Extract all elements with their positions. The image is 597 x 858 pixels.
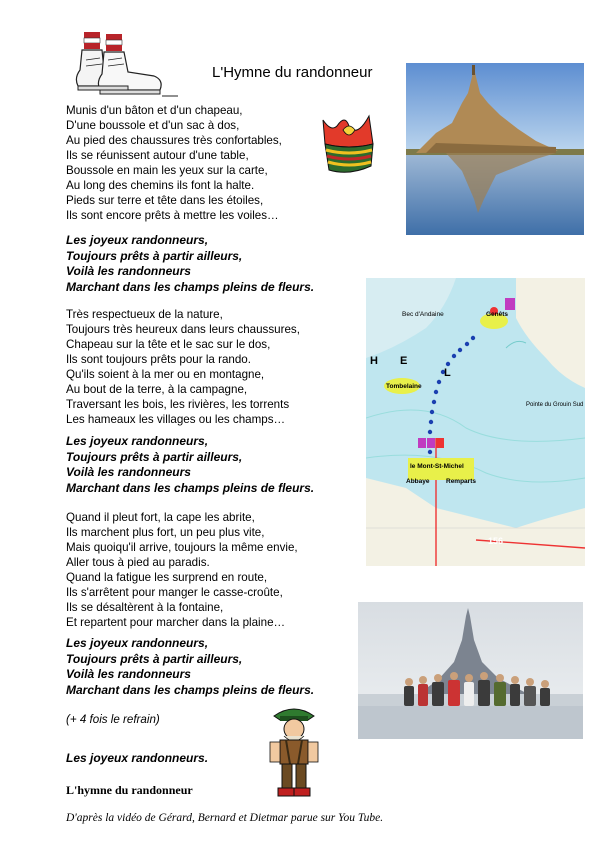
verse-line: Au pied des chaussures très confortables, — [66, 134, 282, 147]
map-label: Genêts — [486, 311, 509, 318]
verse-line: Munis d'un bâton et d'un chapeau, — [66, 104, 243, 117]
mont-saint-michel-photo — [406, 63, 584, 235]
refrain-3 — [66, 636, 314, 698]
verse-line: Ils sont toujours prêts pour la rando. — [66, 353, 251, 366]
refrain-1 — [66, 233, 314, 295]
refrain-line: Les joyeux randonneurs, — [66, 636, 209, 650]
map-road-number: 156 — [488, 536, 504, 546]
verse-line: Ils sont encore prêts à mettre les voiles… — [66, 209, 279, 222]
refrain-2 — [66, 434, 314, 496]
subtitle: L'hymne du randonneur — [66, 783, 193, 797]
stanza-3 — [66, 510, 298, 630]
verse-line: Boussole en main les yeux sur la carte, — [66, 164, 268, 177]
verse-line: Quand il pleut fort, la cape les abrite, — [66, 511, 255, 524]
map-label: Abbaye — [406, 478, 430, 485]
refrain-line: Voilà les randonneurs — [66, 667, 191, 681]
verse-line: Chapeau sur la tête et le sac sur le dos, — [66, 338, 271, 351]
map-letter: H — [370, 355, 378, 367]
refrain-note: (+ 4 fois le refrain) — [66, 713, 160, 726]
refrain-line: Les joyeux randonneurs, — [66, 233, 209, 247]
refrain-line: Voilà les randonneurs — [66, 264, 191, 278]
page-title: L'Hymne du randonneur — [212, 64, 373, 81]
verse-line: Ils se désaltèrent à la fontaine, — [66, 601, 224, 614]
credit-line: D'après la vidéo de Gérard, Bernard et Dietmar parue sur You Tube. — [66, 812, 384, 824]
map-letter: L — [444, 367, 451, 379]
refrain-line: Marchant dans les champs pleins de fleurs. — [66, 682, 315, 697]
map-letter: E — [400, 355, 408, 367]
verse-line: Toujours très heureux dans leurs chaussures, — [66, 323, 300, 336]
verse-line: Au long des chemins ils font la halte. — [66, 179, 255, 192]
verse-line: Et repartent pour marcher dans la plaine… — [66, 616, 286, 629]
refrain-line: Voilà les randonneurs — [66, 465, 191, 479]
map-label: Pointe du Grouin Sud — [526, 402, 584, 408]
map-label: le Mont-St-Michel — [410, 463, 464, 470]
verse-line: Ils s'arrêtent pour manger le casse-croûte, — [66, 586, 283, 599]
verse-line: Quand la fatigue les surprend en route, — [66, 571, 268, 584]
refrain-line: Marchant dans les champs pleins de fleurs. — [66, 279, 315, 294]
verse-line: Aller tous à pied au paradis. — [66, 556, 210, 569]
stanza-2 — [66, 307, 300, 427]
verse-line: Pieds sur terre et tête dans les étoiles, — [66, 194, 264, 207]
refrain-line: Toujours prêts à partir ailleurs, — [66, 651, 243, 666]
verse-line: Ils se réunissent autour d'une table, — [66, 149, 249, 162]
hiking-boots-icon — [70, 30, 178, 98]
verse-line: Très respectueux de la nature, — [66, 308, 223, 321]
verse-line: Traversant les bois, les rivières, les torrents — [66, 398, 290, 411]
map-label: Bec d'Andaine — [402, 311, 444, 318]
hiker-cartoon-icon — [262, 702, 326, 802]
bay-map — [366, 278, 585, 566]
hikers-photo — [358, 602, 583, 739]
hat-icon — [319, 110, 375, 180]
verse-line: D'une boussole et d'un sac à dos, — [66, 119, 240, 132]
refrain-line: Les joyeux randonneurs, — [66, 434, 209, 448]
refrain-line: Toujours prêts à partir ailleurs, — [66, 449, 243, 464]
verse-line: Qu'ils soient à la mer ou en montagne, — [66, 368, 265, 381]
map-label: Remparts — [446, 478, 476, 485]
closing-line: Les joyeux randonneurs. — [66, 751, 209, 765]
refrain-line: Toujours prêts à partir ailleurs, — [66, 248, 243, 263]
verse-line: Les hameaux les villages ou les champs… — [66, 413, 286, 426]
verse-line: Ils marchent plus fort, un peu plus vite, — [66, 526, 265, 539]
refrain-line: Marchant dans les champs pleins de fleurs. — [66, 480, 315, 495]
map-label: Tombelaine — [386, 383, 422, 390]
verse-line: Mais quoiqu'il arrive, toujours la même envie, — [66, 541, 298, 554]
stanza-1 — [66, 103, 282, 223]
verse-line: Au bout de la terre, à la campagne, — [66, 383, 248, 396]
